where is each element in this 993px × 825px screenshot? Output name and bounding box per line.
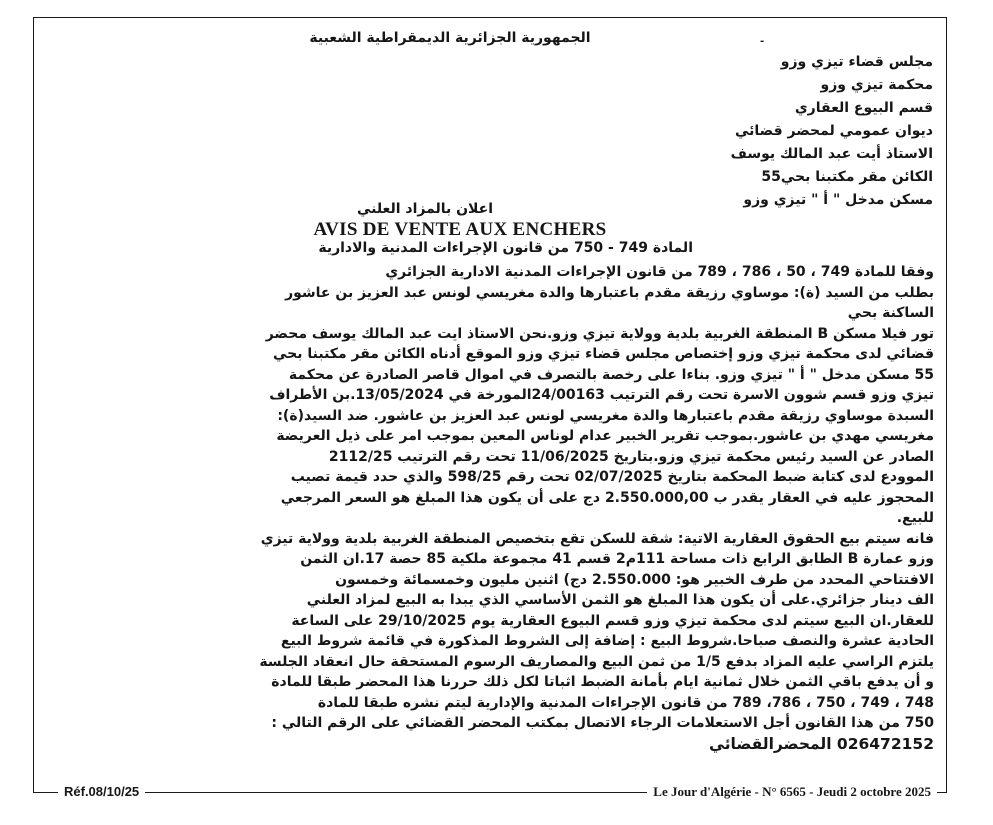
- body-line: تور فيلا مسكن B المنطقة الغربية بلدية وولاية تيزي وزو.نحن الاستاذ ايت عبد المالك يوسف محضر: [265, 325, 934, 342]
- header-line-section: قسم البيوع العقاري: [794, 100, 933, 116]
- header-line-office: ديوان عمومي لمحضر قضائي: [734, 123, 933, 139]
- body-line: 748 ، 749 ، 750 ، 786، 789 من قانون الإجراءات المدنية والإدارية ليتم نشره طبقا للمادة: [317, 694, 934, 711]
- body-line: وزو عمارة B الطابق الرابع ذات مساحة 111م2 قسم 41 مجموعة ملكية 85 حصة 17.ان الثمن: [300, 551, 934, 567]
- republic-title: الجمهورية الجزائرية الديمقراطية الشعبية: [309, 30, 591, 46]
- body-line-phone: 026472152 المحضرالقضائي: [709, 734, 934, 753]
- body-line: الساكنة بحي: [847, 305, 934, 321]
- body-line: الصادر عن السيد رئيس محكمة تيزي وزو.بتاريخ 11/06/2025 تحت رقم الترتيب 2112/25: [328, 448, 934, 465]
- article-reference: المادة 749 - 750 من قانون الإجراءات المدنية والادارية: [318, 240, 693, 256]
- body-line: للبيع.: [896, 510, 934, 526]
- body-line: المحجوز عليه في العقار يقدر ب 2.550.000,00 دج على أن يكون هذا المبلغ هو السعر المرجعي: [280, 489, 934, 506]
- body-line: بطلب من السيد (ة): موساوي رزيقة مقدم باعتبارها والدة مغريسي لونس عبد العزيز بن عاشور: [285, 284, 934, 301]
- body-line: قضائي لدى محكمة تيزي وزو إختصاص مجلس قضاء تيزي وزو الموقع أدناه الكائن مقر مكتبنا بحي: [273, 346, 934, 362]
- body-line: الافتتاحي المحدد من طرف الخبير هو: 2.550.000 دج) اثنين مليون وخمسمائة وخمسون: [335, 571, 934, 588]
- body-line: السبدة موساوي رزيقة مقدم باعتبارها والدة مغريسي لونس عبد العزيز بن عاشور. ضد السيد(ة):: [277, 407, 934, 424]
- body-line: 750 من هذا القانون أجل الاستعلامات الرجاء الاتصال بمكتب المحضر القضائي على الرقم التالي :: [271, 715, 934, 731]
- auction-notice-title-ar: اعلان بالمزاد العلني: [356, 201, 494, 217]
- body-line: 55 مسكن مدخل " أ " تيزي وزو. بناءا على رخصة بالتصرف في اموال قاصر الصادرة عن محكمة: [288, 366, 934, 383]
- body-line: الحادية عشرة والنصف صباحا.شروط البيع : إضافة إلى الشروط المذكورة في قائمة شروط البيع: [280, 633, 934, 649]
- body-line: وفقا للمادة 749 ، 50 ، 786 ، 789 من قانون الإجراءات المدنية الادارية الجزائري: [385, 264, 934, 280]
- body-line: مغريسي مهدي بن عاشور.بموجب تقرير الخبير عدام لوناس المعين بموجب امر على ذيل العريضة: [276, 428, 934, 444]
- body-line: الموودع لدى كتابة ضبط المحكمة بتاريخ 02/07/2025 تحت رقم 598/25 والذي حدد قيمة تصيب: [290, 469, 934, 485]
- auction-notice-title-fr: AVIS DE VENTE AUX ENCHERS: [313, 219, 607, 240]
- body-line: يلتزم الراسي عليه المزاد بدفع 1/5 من ثمن البيع والمصاريف الرسوم المستحقة حال انعقاد الجلسة: [259, 653, 934, 670]
- court-header: [513, 51, 933, 212]
- header-line-council: مجلس قضاء تيزي وزو: [780, 54, 933, 70]
- body-line: و أن يدفع باقي الثمن خلال ثمانية ايام بأمانة الضبط اثباتا لكل ذلك حررنا هذا المحضر طبقا للمادة: [271, 674, 934, 690]
- journal-footer: Le Jour d'Algérie - N° 6565 - Jeudi 2 octobre 2025: [647, 784, 937, 800]
- header-line-address: الكائن مقر مكتبنا بحي55: [761, 169, 933, 185]
- body-line: تيزي وزو قسم شوون الاسرة تحت رقم الترتيب 24/00163المورخة في 13/05/2024.بن الأطراف: [269, 387, 934, 403]
- header-line-entrance: مسكن مدخل " أ " تيزي وزو: [743, 192, 933, 208]
- reference-number: Réf.08/10/25: [58, 784, 145, 799]
- body-line: فانه سيتم بيع الحقوق العقارية الاتية: شقة للسكن تقع بتخصيص المنطقة الغربية بلدية وولاية تيزي: [260, 530, 934, 547]
- body-line: للعقار.ان البيع سيتم لدى محكمة تيزي وزو قسم البيوع العقارية يوم 29/10/2025 على الساعة: [291, 612, 934, 629]
- body-line: الف دينار جزائري.على أن يكون هذا المبلغ هو الثمن الأساسي الذي يبدا به البيع لمزاد العلني: [306, 592, 934, 608]
- header-line-court: محكمة تيزي وزو: [820, 77, 933, 93]
- top-mark: -: [760, 36, 765, 47]
- header-line-bailiff: الاستاذ أيت عبد المالك يوسف: [730, 146, 933, 162]
- notice-body: [56, 262, 934, 754]
